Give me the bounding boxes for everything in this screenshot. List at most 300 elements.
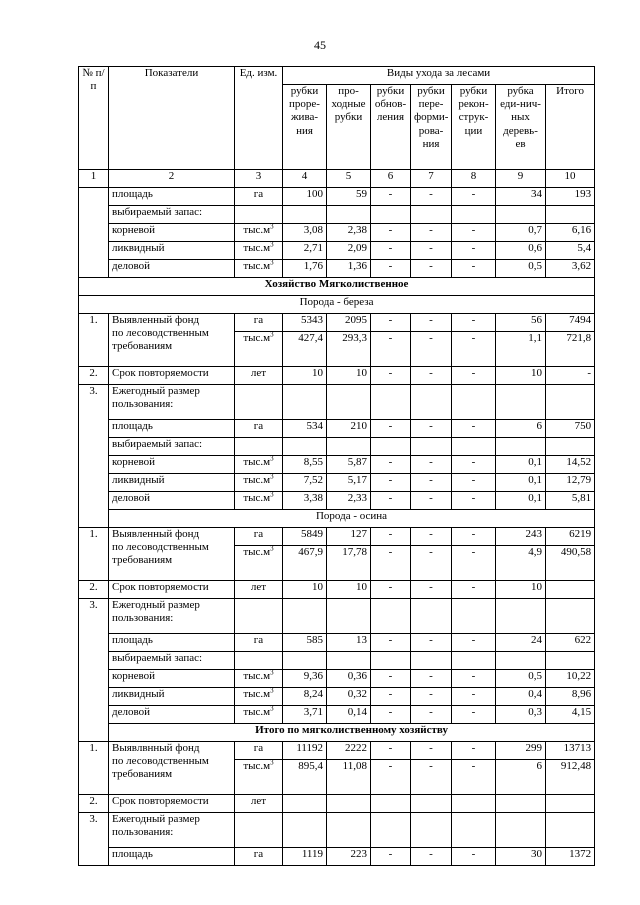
- unit-cell: [235, 385, 283, 420]
- value-cell: 5,17: [327, 474, 371, 492]
- value-cell: [327, 206, 371, 224]
- indicator-label: деловой: [109, 706, 235, 724]
- table-row: [79, 314, 595, 332]
- value-cell: 895,4: [283, 760, 327, 795]
- value-cell: 293,3: [327, 332, 371, 367]
- indicator-line: Выявленный фонд: [112, 314, 200, 326]
- unit-superscript: 3: [270, 669, 274, 677]
- value-cell: [546, 795, 595, 813]
- indicator-line: по лесоводственным: [112, 755, 209, 768]
- value-cell: 427,4: [283, 332, 327, 367]
- unit-cell: [235, 206, 283, 224]
- unit-text: тыс.м: [243, 260, 271, 272]
- value-cell: 8,96: [546, 688, 595, 706]
- value-cell: [411, 206, 452, 224]
- indicator-line: Ежегодный размер: [112, 599, 200, 611]
- indicator-line: пользования:: [112, 612, 174, 625]
- value-cell: [452, 385, 496, 420]
- value-cell: -: [411, 848, 452, 866]
- unit-cell: [235, 438, 283, 456]
- value-cell: 2,71: [283, 242, 327, 260]
- value-cell: [496, 795, 546, 813]
- value-cell: 7,52: [283, 474, 327, 492]
- value-cell: [327, 599, 371, 634]
- value-cell: 0,6: [496, 242, 546, 260]
- table-row: [79, 492, 595, 510]
- header-group: Виды ухода за лесами: [283, 67, 595, 85]
- value-cell: 4,15: [546, 706, 595, 724]
- column-number: 10: [546, 170, 595, 188]
- value-cell: [546, 438, 595, 456]
- row-number: [79, 188, 109, 278]
- value-cell: [327, 795, 371, 813]
- value-cell: -: [411, 474, 452, 492]
- value-cell: [283, 813, 327, 848]
- value-cell: 0,1: [496, 456, 546, 474]
- value-cell: 13: [327, 634, 371, 652]
- table-row: [79, 278, 595, 296]
- value-cell: [283, 652, 327, 670]
- unit-cell: [235, 242, 283, 260]
- value-cell: 8,55: [283, 456, 327, 474]
- indicator-line: Ежегодный размер: [112, 813, 200, 825]
- value-cell: 59: [327, 188, 371, 206]
- indicator-label: выбираемый запас:: [109, 438, 235, 456]
- value-cell: 30: [496, 848, 546, 866]
- value-cell: -: [411, 706, 452, 724]
- value-cell: -: [411, 760, 452, 795]
- value-cell: 6219: [546, 528, 595, 546]
- value-cell: -: [371, 367, 411, 385]
- indicator-label: выбираемый запас:: [109, 206, 235, 224]
- value-cell: [546, 581, 595, 599]
- indicator-label: [109, 528, 235, 581]
- value-cell: [546, 652, 595, 670]
- table-row: [79, 724, 595, 742]
- unit-cell: [235, 260, 283, 278]
- value-cell: -: [411, 670, 452, 688]
- indicator-label: площадь: [109, 188, 235, 206]
- value-cell: -: [452, 367, 496, 385]
- value-cell: 5,4: [546, 242, 595, 260]
- unit-superscript: 3: [270, 455, 274, 463]
- value-cell: -: [371, 706, 411, 724]
- value-cell: 10: [283, 581, 327, 599]
- table-row: [79, 385, 595, 420]
- table-row: [79, 420, 595, 438]
- unit-text: тыс.м: [243, 670, 271, 682]
- header-num: № п/п: [79, 67, 109, 170]
- indicator-line: Выявлвнный фонд: [112, 742, 200, 754]
- value-cell: 1,36: [327, 260, 371, 278]
- value-cell: 10,22: [546, 670, 595, 688]
- value-cell: -: [411, 314, 452, 332]
- indicator-label: ликвидный: [109, 474, 235, 492]
- value-cell: 210: [327, 420, 371, 438]
- value-cell: 490,58: [546, 546, 595, 581]
- value-cell: [371, 599, 411, 634]
- value-cell: -: [371, 634, 411, 652]
- value-cell: 10: [327, 581, 371, 599]
- unit-cell: [235, 652, 283, 670]
- indicator-line: требованиям: [112, 340, 173, 353]
- value-cell: 5,87: [327, 456, 371, 474]
- section-title-total: Итого по мягколиственному хозяйству: [109, 724, 595, 742]
- value-cell: -: [411, 546, 452, 581]
- unit-cell: [235, 813, 283, 848]
- value-cell: [546, 599, 595, 634]
- value-cell: [283, 599, 327, 634]
- unit-cell: га: [235, 188, 283, 206]
- unit-cell: га: [235, 848, 283, 866]
- header-col: рубка еди-нич-ных деревь-ев: [496, 85, 546, 170]
- unit-cell: га: [235, 314, 283, 332]
- value-cell: -: [411, 332, 452, 367]
- header-unit: Ед. изм.: [235, 67, 283, 170]
- value-cell: -: [452, 224, 496, 242]
- table-row: [79, 456, 595, 474]
- column-number: 4: [283, 170, 327, 188]
- unit-text: тыс.м: [243, 242, 271, 254]
- value-cell: [452, 652, 496, 670]
- value-cell: -: [411, 420, 452, 438]
- indicator-label: корневой: [109, 224, 235, 242]
- value-cell: -: [411, 688, 452, 706]
- value-cell: -: [371, 420, 411, 438]
- indicator-label: деловой: [109, 260, 235, 278]
- value-cell: 6: [496, 420, 546, 438]
- value-cell: -: [411, 742, 452, 760]
- indicator-label: [109, 385, 235, 420]
- unit-text: тыс.м: [243, 456, 271, 468]
- value-cell: [496, 206, 546, 224]
- value-cell: -: [371, 188, 411, 206]
- value-cell: -: [452, 848, 496, 866]
- header-col: рубки проре-жива-ния: [283, 85, 327, 170]
- value-cell: [371, 795, 411, 813]
- value-cell: 0,4: [496, 688, 546, 706]
- table-row: [79, 296, 595, 314]
- header-col: рубки обнов-ления: [371, 85, 411, 170]
- value-cell: 0,1: [496, 474, 546, 492]
- unit-cell: га: [235, 420, 283, 438]
- value-cell: 1,76: [283, 260, 327, 278]
- table-row: [79, 848, 595, 866]
- unit-text: тыс.м: [243, 706, 271, 718]
- value-cell: -: [371, 456, 411, 474]
- value-cell: -: [411, 242, 452, 260]
- row-number: 1.: [79, 528, 109, 581]
- row-number: 1.: [79, 742, 109, 795]
- value-cell: 585: [283, 634, 327, 652]
- value-cell: -: [371, 332, 411, 367]
- value-cell: [283, 438, 327, 456]
- unit-cell: лет: [235, 367, 283, 385]
- unit-cell: га: [235, 742, 283, 760]
- value-cell: -: [371, 492, 411, 510]
- column-number: 1: [79, 170, 109, 188]
- unit-superscript: 3: [270, 223, 274, 231]
- value-cell: 0,5: [496, 670, 546, 688]
- table-row: [79, 438, 595, 456]
- indicator-line: пользования:: [112, 398, 174, 411]
- value-cell: 8,24: [283, 688, 327, 706]
- value-cell: 17,78: [327, 546, 371, 581]
- table-row: [79, 474, 595, 492]
- value-cell: -: [371, 688, 411, 706]
- indicator-label: площадь: [109, 420, 235, 438]
- value-cell: [452, 599, 496, 634]
- indicator-label: [109, 742, 235, 795]
- indicator-label: [109, 314, 235, 367]
- value-cell: [371, 652, 411, 670]
- column-numbers-row: [79, 170, 595, 188]
- column-number: 5: [327, 170, 371, 188]
- table-row: [79, 652, 595, 670]
- value-cell: -: [371, 528, 411, 546]
- value-cell: -: [452, 528, 496, 546]
- value-cell: 3,71: [283, 706, 327, 724]
- value-cell: 2,38: [327, 224, 371, 242]
- unit-cell: [235, 670, 283, 688]
- indicator-label: Срок повторяемости: [109, 795, 235, 813]
- indicator-line: Выявленный фонд: [112, 528, 200, 540]
- value-cell: -: [452, 314, 496, 332]
- value-cell: 534: [283, 420, 327, 438]
- value-cell: 721,8: [546, 332, 595, 367]
- value-cell: -: [452, 420, 496, 438]
- value-cell: [411, 795, 452, 813]
- indicator-label: Срок повторяемости: [109, 581, 235, 599]
- value-cell: [371, 813, 411, 848]
- value-cell: -: [371, 742, 411, 760]
- value-cell: 11192: [283, 742, 327, 760]
- indicator-label: выбираемый запас:: [109, 652, 235, 670]
- header-col: рубки пере-форми-рова-ния: [411, 85, 452, 170]
- unit-superscript: 3: [270, 491, 274, 499]
- unit-cell: га: [235, 528, 283, 546]
- value-cell: 0,36: [327, 670, 371, 688]
- value-cell: -: [411, 224, 452, 242]
- unit-cell: [235, 456, 283, 474]
- value-cell: -: [411, 456, 452, 474]
- row-number: 2.: [79, 367, 109, 385]
- value-cell: 9,36: [283, 670, 327, 688]
- value-cell: 10: [327, 367, 371, 385]
- value-cell: 10: [496, 581, 546, 599]
- value-cell: [496, 599, 546, 634]
- value-cell: 223: [327, 848, 371, 866]
- value-cell: -: [411, 528, 452, 546]
- table-row: [79, 188, 595, 206]
- table-row: [79, 599, 595, 634]
- value-cell: [496, 813, 546, 848]
- column-number: 7: [411, 170, 452, 188]
- value-cell: [327, 652, 371, 670]
- value-cell: [327, 385, 371, 420]
- value-cell: [496, 438, 546, 456]
- unit-cell: [235, 224, 283, 242]
- value-cell: 5343: [283, 314, 327, 332]
- unit-cell: лет: [235, 795, 283, 813]
- value-cell: [411, 652, 452, 670]
- value-cell: 100: [283, 188, 327, 206]
- value-cell: 0,3: [496, 706, 546, 724]
- table-row: [79, 670, 595, 688]
- value-cell: 3,62: [546, 260, 595, 278]
- page-number: 45: [314, 38, 326, 52]
- indicator-line: Ежегодный размер: [112, 385, 200, 397]
- value-cell: 2095: [327, 314, 371, 332]
- value-cell: 243: [496, 528, 546, 546]
- value-cell: -: [411, 188, 452, 206]
- section-title-farm: Хозяйство Мягколиственное: [79, 278, 595, 296]
- value-cell: -: [452, 492, 496, 510]
- unit-superscript: 3: [270, 241, 274, 249]
- value-cell: -: [371, 242, 411, 260]
- value-cell: -: [452, 188, 496, 206]
- indicator-label: корневой: [109, 670, 235, 688]
- value-cell: -: [411, 260, 452, 278]
- value-cell: 10: [496, 367, 546, 385]
- indicator-line: по лесоводственным: [112, 541, 209, 554]
- value-cell: 4,9: [496, 546, 546, 581]
- column-number: 8: [452, 170, 496, 188]
- row-number: 3.: [79, 599, 109, 742]
- value-cell: 5849: [283, 528, 327, 546]
- value-cell: [327, 813, 371, 848]
- unit-superscript: 3: [270, 759, 274, 767]
- column-number: 2: [109, 170, 235, 188]
- row-number: 3.: [79, 385, 109, 528]
- value-cell: 13713: [546, 742, 595, 760]
- value-cell: 193: [546, 188, 595, 206]
- table-row: [79, 260, 595, 278]
- value-cell: [546, 206, 595, 224]
- value-cell: [371, 206, 411, 224]
- row-number: 3.: [79, 813, 109, 866]
- value-cell: -: [452, 260, 496, 278]
- value-cell: 11,08: [327, 760, 371, 795]
- value-cell: 1372: [546, 848, 595, 866]
- section-title-birch: Порода - береза: [79, 296, 595, 314]
- row-number: 2.: [79, 581, 109, 599]
- unit-text: тыс.м: [243, 332, 271, 344]
- value-cell: -: [546, 367, 595, 385]
- unit-cell: лет: [235, 581, 283, 599]
- value-cell: [411, 385, 452, 420]
- value-cell: [411, 599, 452, 634]
- value-cell: -: [452, 742, 496, 760]
- row-number: 1.: [79, 314, 109, 367]
- column-number: 6: [371, 170, 411, 188]
- value-cell: -: [371, 314, 411, 332]
- value-cell: 2,09: [327, 242, 371, 260]
- value-cell: [452, 438, 496, 456]
- value-cell: -: [452, 546, 496, 581]
- table-row: [79, 581, 595, 599]
- value-cell: -: [411, 492, 452, 510]
- value-cell: -: [452, 760, 496, 795]
- value-cell: 7494: [546, 314, 595, 332]
- unit-superscript: 3: [270, 545, 274, 553]
- header-indicators: Показатели: [109, 67, 235, 170]
- unit-text: тыс.м: [243, 224, 271, 236]
- indicator-label: [109, 813, 235, 848]
- value-cell: 6: [496, 760, 546, 795]
- indicator-label: корневой: [109, 456, 235, 474]
- unit-text: тыс.м: [243, 760, 271, 772]
- value-cell: [371, 385, 411, 420]
- value-cell: 34: [496, 188, 546, 206]
- indicator-line: по лесоводственным: [112, 327, 209, 340]
- indicator-label: ликвидный: [109, 242, 235, 260]
- header-col: про-ходные рубки: [327, 85, 371, 170]
- unit-superscript: 3: [270, 705, 274, 713]
- value-cell: -: [452, 581, 496, 599]
- forest-care-table: [78, 66, 595, 866]
- table-row: [79, 742, 595, 760]
- value-cell: 0,5: [496, 260, 546, 278]
- value-cell: 3,08: [283, 224, 327, 242]
- value-cell: 5,81: [546, 492, 595, 510]
- table-row: [79, 224, 595, 242]
- indicator-line: требованиям: [112, 554, 173, 567]
- table-row: [79, 242, 595, 260]
- value-cell: [546, 385, 595, 420]
- value-cell: -: [371, 670, 411, 688]
- table-row: [79, 688, 595, 706]
- value-cell: [452, 206, 496, 224]
- indicator-label: деловой: [109, 492, 235, 510]
- table-row: [79, 510, 595, 528]
- value-cell: [283, 206, 327, 224]
- value-cell: 127: [327, 528, 371, 546]
- value-cell: -: [371, 224, 411, 242]
- table-row: [79, 706, 595, 724]
- value-cell: 299: [496, 742, 546, 760]
- value-cell: 12,79: [546, 474, 595, 492]
- value-cell: -: [411, 367, 452, 385]
- unit-superscript: 3: [270, 259, 274, 267]
- indicator-line: требованиям: [112, 768, 173, 781]
- value-cell: [283, 795, 327, 813]
- unit-superscript: 3: [270, 687, 274, 695]
- unit-cell: [235, 492, 283, 510]
- indicator-label: [109, 599, 235, 634]
- value-cell: -: [452, 670, 496, 688]
- value-cell: -: [452, 706, 496, 724]
- unit-cell: [235, 688, 283, 706]
- table-row: [79, 367, 595, 385]
- value-cell: [452, 795, 496, 813]
- value-cell: -: [371, 474, 411, 492]
- unit-text: тыс.м: [243, 474, 271, 486]
- value-cell: 1,1: [496, 332, 546, 367]
- value-cell: -: [371, 260, 411, 278]
- value-cell: -: [452, 474, 496, 492]
- value-cell: 0,14: [327, 706, 371, 724]
- unit-cell: [235, 706, 283, 724]
- table-row: [79, 634, 595, 652]
- value-cell: -: [371, 848, 411, 866]
- column-number: 3: [235, 170, 283, 188]
- indicator-label: площадь: [109, 848, 235, 866]
- value-cell: 10: [283, 367, 327, 385]
- value-cell: 0,7: [496, 224, 546, 242]
- value-cell: 0,32: [327, 688, 371, 706]
- value-cell: [496, 652, 546, 670]
